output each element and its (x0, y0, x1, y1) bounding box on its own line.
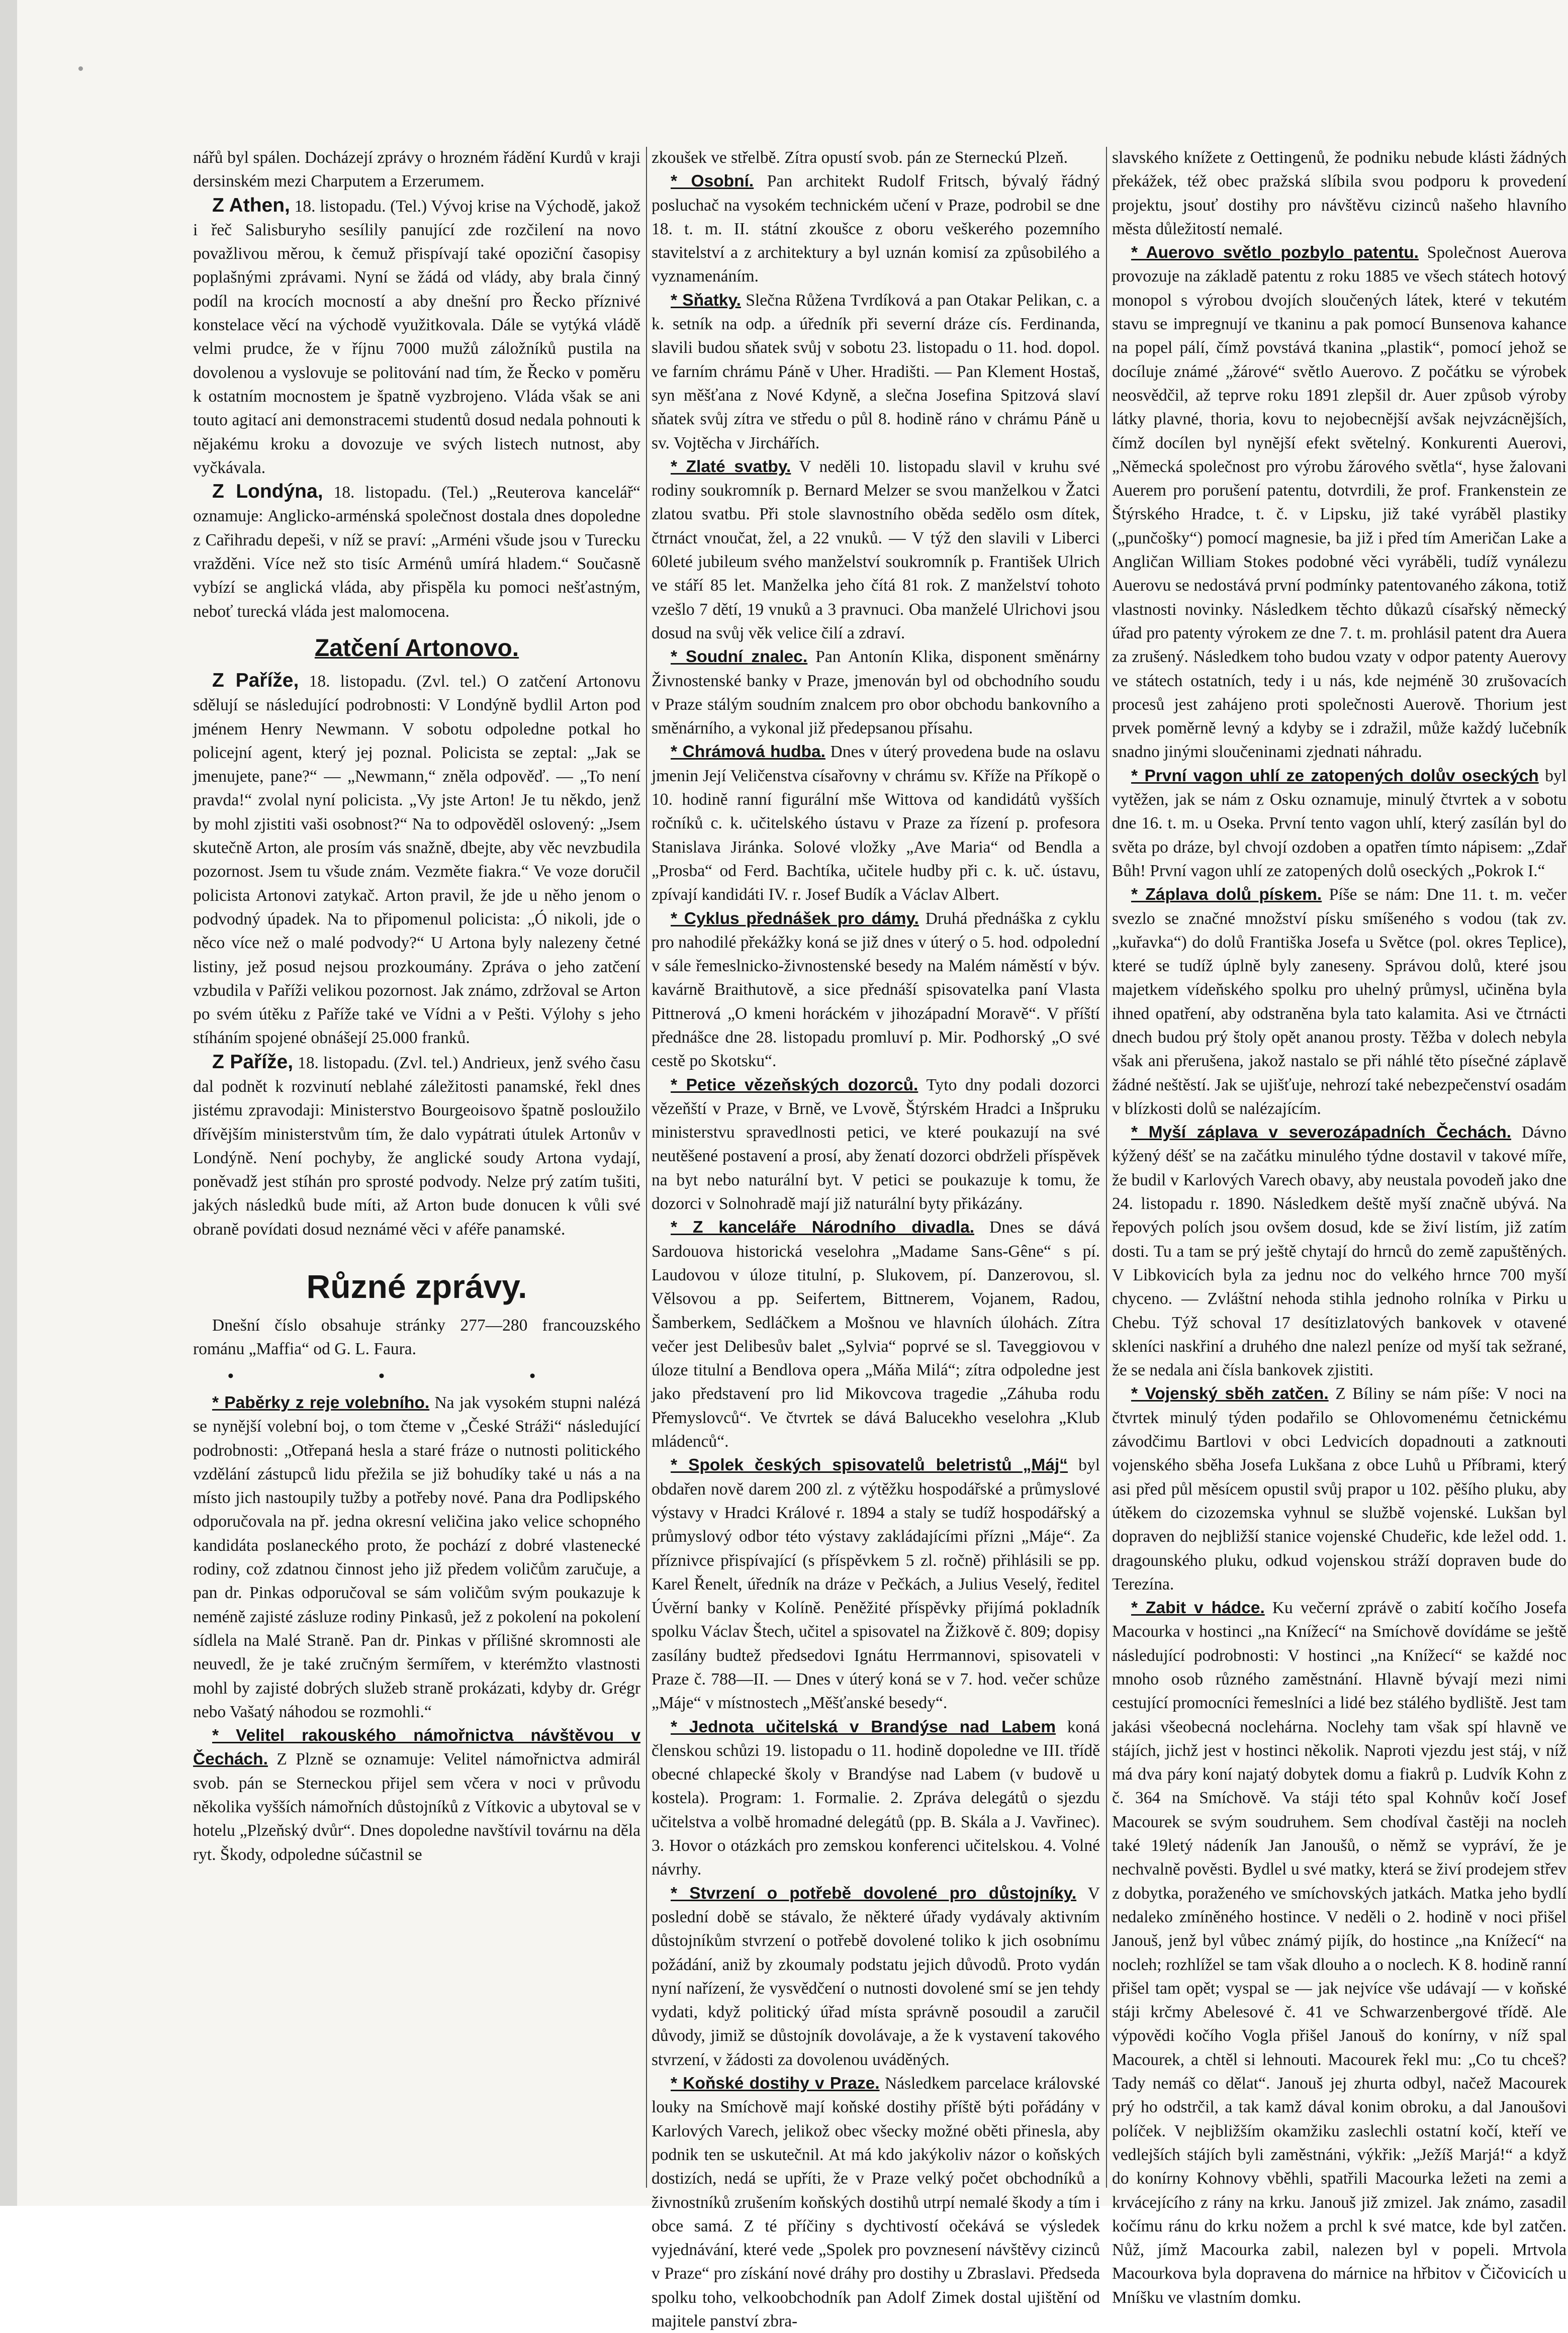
column-3 (1112, 146, 1567, 2307)
news-cyklus-body: Druhá přednáška z cyklu pro nahodilé překážky koná se již dnes v úterý o 5. hod. odpolední v sále řemeslnicko-živnostenské besedy na Malém náměstí v býv. kavárně Braithutově, a sice přednáší spisovatelka paní Vlasta Pittnerová „O kmeni horáckém v jihozápadní Moravě“. V příští přednášce dne 28. listopadu promluví p. Mir. Podhorský „O své cestě po Skotsku“. (652, 909, 1100, 1071)
news-velitel (193, 1724, 640, 1867)
news-paris-1-body: 18. listopadu. (Zvl. tel.) O zatčení Artonovu sdělují se následující podrobnosti: V Londýně bydlil Arton pod jménem Henry Newmann. V sobotu odpoledne potkal ho policejní agent, který jej poznal. Policista se zeptal: „Jak se jmenujete, pane?“ — „Newmann,“ zněla odpověď. — „To není pravda!“ zvolal nyní policista. „Vy jste Arton! Je tu někdo, jenž by mohl zjistiti vaši osobnost?“ Na to odpověděl oslovený: „Jsem skutečně Arton, ale prosím vás snažně, dbejte, aby věc nevzbudila pozornost. Jsem tu všude znám. Vezměte fiakra.“ Ve voze doručil policista Artonovi zatykač. Arton pravil, že jde u něho jenom o podvodný úpadek. Na to připomenul policista: „Ó nikoli, jde o něco více než o malé podvody?“ U Artona byly nalezeny četné listiny, jež posud nejsou prozkoumány. Zpráva o jeho zatčení vzbudila v Paříži velikou pozornost. Jak známo, zdržoval se Arton po svém útěku z Paříže také ve Vídni a v Pešti. Výlohy s jeho stíháním spojené obnášejí 25.000 franků. (193, 672, 641, 1048)
news-konske (652, 2072, 1100, 2333)
news-snatky-body: Slečna Růžena Tvrdíková a pan Otakar Pelikan, c. a k. setník na odp. a úředník při severní dráze cís. Ferdinanda, slavili budou sňatek svůj v sobotu 23. listopadu o 11. hod. dopol. ve farním chrámu Páně v Uher. Hradišti. — Pan Klement Hostaš, syn měšťana z Nové Kdyně, a slečna Josefina Spitzová slaví sňatek svůj zítra ve středu o půl 8. hodině ráno v chrámu Páně u sv. Vojtěcha v Jirchářích. (652, 291, 1100, 452)
headline-snatky: * Sňatky. (671, 291, 741, 310)
news-chramova-body: Dnes v úterý provedena bude na oslavu jmenin Její Veličenstva císařovny v chrámu sv. Kříže na Příkopě o 10. hodině ranní figurální mše Wittova od kandidátů vyšších ročníků c. k. učitelského ústavu v Praze za řízení p. profesora Stanislava Jiránka. Solové vložky „Ave Maria“ od Bendla a „Prosba“ od Ferd. Bachtíka, učitele hudby při c. k. uč. ústavu, zpívají kandidáti IV. r. Josef Budík a Václav Albert. (652, 742, 1100, 904)
news-paberky-body: Na jak vysokém stupni nalézá se nynější volební boj, o tom čteme v „České Stráži“ následující podrobnosti: „Otřepaná hesla a staré fráze o nutnosti politického vzdělání zástupců lidu přežila se již bohudíky také u nás a na místo jich nastoupily tužby a potřeby nové. Pana dra Podlipského odporučovala na př. jedna okresní veličina jako velice schopného kandidáta poslaneckého proto, že pochází z dobré vlastenecké rodiny, což zdatnou činnost jeho již předem voličům zaručuje, a pan dr. Pinkas odporučoval se sám voličům svým poukazuje k neméně zajisté zásluze rodiny Pinkasů, jež z pokolení na pokolení sídlela na Malé Straně. Pan dr. Pinkas v přílišné skromnosti ale neuvedl, že je také zručným šermířem, v kterémžto vlastnosti mohl by zajisté dobrých služeb straně prokázati, kdyby dr. Grégr nebo Vašatý náhodou se rozmohli.“ (193, 1393, 640, 1721)
section-heading-ruzne: Různé zprávy. (306, 1268, 527, 1305)
headline-velitel: * Velitel rakouského námořnictva návštěvou v Čechách. (193, 1726, 640, 1769)
headline-osobni: * Osobní. (671, 172, 754, 191)
headline-mysi: * Myší záplava v severozápadních Čechách. (1131, 1123, 1512, 1142)
news-vagon (1112, 764, 1566, 883)
news-paris-2-body: 18. listopadu. (Zvl. tel.) Andrieux, jenž svého času dal podnět k rozvinutí neblahé záležitosti panamské, řekl dnes jistému zpravodaji: Ministerstvo Bourgeoisovo špatně posloužilo dřívějším ministerstvům tím, že dalo vypátrati útulek Artonův v Londýně. Není pochyby, že anglické soudy Artona vydají, poněvadž jest stíhán pro sprosté podvody. Nelze prý zatím tušiti, jakých následků bude míti, až Arton bude donucen k vůli své obraně povídati dosud neznámé věci v aféře panamské. (193, 1053, 641, 1239)
news-vojensky (1112, 1382, 1566, 1596)
headline-zaplava: * Záplava dolů pískem. (1131, 885, 1322, 904)
news-athen (193, 194, 640, 480)
news-zabit-body: Ku večerní zprávě o zabití kočího Josefa Macourka v hostinci „na Knížecí“ na Smíchově dovídáme se ještě následující podrobnosti: V hostinci „na Knížecí“ se každé noc mnoho osob různého zaměstnání. Hlavně bývají mezi nimi cestující promocníci řemeslníci a lidé bez stálého bydliště. Jest tam jakási všeobecná noclehárna. Noclehy tam však spí hlavně ve stájích, jichž jest v hostinci několik. Naproti vjezdu jest stáj, v níž má dva páry koní najatý dobytek domu a fiakrů p. Ludvík Kohn z č. 364 na Smíchově. Va stáji této spal Kohnův kočí Josef Macourek se svým soudruhem. Sem chodíval častěji na nocleh také 19letý nádeník Jan Janoušů, o němž se vypráví, že je nechvalně pověsti. Bydlel u své matky, která se živí prodejem střev z dobytka, poraženého ve smíchovských jatkách. Matka jeho bydlí nedaleko zmíněného hostince. V neděli o 2. hodině v noci přišel Janouš, jenž byl vůbec známý pijík, do hostince „na Knížecí“ na nocleh; rozhlížel se tam však dlouho a o noclech. K 8. hodině ranní přišel tam opět; vyspal se — jak nejvíce vše udávají — v koňské stáji krčmy Abelesové č. 41 ve Schwarzenbergové třídě. Ale výpovědi kočího Vogla přišel Janouš do konírny, v níž spal Macourek, a chtěl si lehnouti. Macourek řekl mu: „Co tu chceš? Tady nemáš co dělat“. Janouš jej zhurta odbyl, načež Macourek prý ho odstrčil, a tak kamž dával konim obroku, a dal Janoušovi políček. V nejbližším okamžiku zaslechli ostatní kočí, kteří ve vedlejších stájích byli zaměstnáni, výkřik: „Ježíš Marjá!“ a když do konírny Kohnovy vběhli, spatřili Macourka ležeti na zemi a krvácejícího z rány na krku. Janouš již zmizel. Jak známo, zasadil kočímu ránu do krku nožem a prchl k své matce, kde byl zatčen. Nůž, jímž Macourka zabil, nalezen byl v popeli. Mrtvola Macourkova byla dopravena do márnice na hřbitov v Čičovicích u Mníšku ve vlastním domku. (1112, 1599, 1566, 2307)
news-osobni (652, 169, 1100, 288)
news-athen-body: 18. listopadu. (Tel.) Vývoj krise na Východě, jakož i řeč Salisburyho sesílily panující zde rozčilení na novo považlivou měrou, k čemuž přispívají také opoziční časopisy poplašnými zprávami. Nyní se žádá od vlády, aby brala činný podíl na krocích mocností a aby dnešní pro Řecko příznivé konstelace věcí na východě využitkovala. Dále se vytýká vládě velmi prudce, že v říjnu 7000 mužů záložníků pustila na dovolenou a vyslovuje se politování nad tím, že Řecko v poměru k ostatním mocnostem je špatně vyzbrojeno. Vláda však se ani touto agitací ani demonstracemi studentů dosud nedala pohnouti k nějakému kroku a dovozuje ve svých listech nutnost, aby vyčkávala. (193, 197, 641, 477)
news-soudni (652, 645, 1100, 740)
news-zaplava (1112, 883, 1566, 1121)
article-continuation: nářů byl spálen. Docházejí zprávy o hrozném řádění Kurdů v kraji dersinském mezi Charputem a Erzerumem. (193, 148, 640, 191)
news-soudni-body: Pan Antonín Klika, disponent směnárny Živnostenské banky v Praze, jmenován byl od obchodního soudu v Praze stálým soudním znalcem pro obor obchodu bankovního a směnárního, a vykonal již předepsanou přísahu. (652, 647, 1100, 738)
dust-speck (78, 66, 83, 71)
news-chramova (652, 740, 1100, 906)
column-rule (1106, 147, 1107, 2188)
dateline-paris-1: Z Paříže, (212, 669, 299, 691)
headline-paberky: * Paběrky z reje volebního. (212, 1393, 430, 1412)
news-paberky (193, 1391, 640, 1724)
news-spolek (652, 1453, 1100, 1715)
headline-vagon: * První vagon uhlí ze zatopených dolův oseckých (1131, 766, 1539, 785)
headline-vojensky: * Vojenský sběh zatčen. (1131, 1384, 1329, 1404)
headline-konske: * Koňské dostihy v Praze. (671, 2074, 880, 2093)
section-divider: • • • (228, 1366, 606, 1385)
article-continuation: slavského knížete z Oettingenů, že podniku nebude klásti žádných překážek, též obec pražská slíbila svou podporu k provedení projektu, jsouť dostihy pro návštěvu cizinců našeho hlavního města důležitostí nemalé. (1112, 148, 1566, 238)
news-petice (652, 1073, 1100, 1216)
news-auer (1112, 241, 1566, 764)
news-zlate (652, 455, 1100, 645)
column-rule (646, 147, 647, 2188)
headline-zabit: * Zabit v hádce. (1131, 1599, 1265, 1618)
news-paris-2 (193, 1050, 640, 1241)
news-jednota-body: koná členskou schůzi 19. listopadu o 11. hodině dopoledne ve III. třídě obecné chlapecké školy v Brandýse nad Labem (v budově u kostela). Program: 1. Formalie. 2. Zpráva delegátů o sjezdu učitelstva a volbě hromadné delegátů (pp. B. Skála a J. Vavřinec). 3. Hovor o otázkách pro zemskou konferenci učitelskou. 4. Volné návrhy. (652, 1717, 1100, 1879)
news-zabit (1112, 1596, 1566, 2309)
news-kancelare (652, 1216, 1100, 1453)
headline-chramova: * Chrámová hudba. (671, 742, 825, 762)
news-vagon-body: byl vytěžen, jak se nám z Osku oznamuje, minulý čtvrtek a v sobotu dne 16. t. m. u Oseka. První tento vagon uhlí, který zasílán byl do světa po dráze, byl chvojí ozdoben a opatřen tímto nápisem: „Zdař Bůh! První vagon uhlí ze zatopených dolů oseckých „Pokrok I.“ (1112, 766, 1567, 880)
news-spolek-body: byl obdařen nově darem 200 zl. z výtěžku hospodářské a průmyslové výstavy v Hradci Králové r. 1894 a staly se tudíž hospodářský a průmyslový odbor této výstavy zakládajícími přízni „Máje“. Za příznivce přispívající (s příspěvkem 5 zl. ročně) přihlásili se pp. Karel Řenelt, úředník na dráze v Pečkách, a Julius Veselý, ředitel Úvěrní banky v Kolíně. Peněžité příspěvky přijímá pokladník spolku Václav Štech, učitel a spisovatel na Žižkově č. 809; dopisy zasílány budtež předsedovi Ignátu Herrmannovi, spisovateli v Praze č. 788—II. — Dnes v úterý koná se v 7. hod. večer schůze „Máje“ v místnostech „Měšťanské besedy“. (652, 1456, 1100, 1713)
news-zaplava-body: Píše se nám: Dne 11. t. m. večer svezlo se značné množství písku smíšeného s vodou (tak zv. „kuřavka“) do dolů Františka Josefa u Světce (pol. okres Teplice), které se tudíž úplně byly zaneseny. Správou dolů, které jsou majetkem vídeňského spolku pro uhelný průmysl, učiněna byla ihned opatření, aby odstraněna byla tato kalamita. Asi ve čtrnácti dnech budou prý štoly opět ananou prosty. Těžba v dolech nebyla však ani přerušena, jakož nastalo se při náhlé těto písečné záplavě žádné neštěstí. Jak se ujišťuje, nehrozí také nebezpečenství osadám v blízkosti dolů se nalézajícím. (1112, 885, 1567, 1118)
headline-stvrzeni: * Stvrzení o potřebě dovolené pro důstojníky. (671, 1884, 1077, 1903)
news-osobni-body: Pan architekt Rudolf Fritsch, bývalý řádný posluchač na vysokém technickém učení v Praze, podrobil se dne 18. t. m. II. státní zkoušce z oboru veškerého pozemního stavitelství a z architektury a byl uznán komisí za způsobilého a vyznamenáním. (652, 172, 1100, 286)
news-stvrzeni-body: V poslední době se stávalo, že některé úřady vydávaly aktivním důstojníkům stvrzení o potřebě dovolené toliko k jich osobnímu požádání, aniž by zkoumaly podstatu jejich důvodů. Proto vydán nyní nařízení, že vysvědčení o nutnosti dovolené smí se jen tehdy vydati, když politický úřad místa správně posoudil a zaručil důvody, jimiž se důstojník dovolávaje, a že k vystavení takového stvrzení, v žádosti za dovolenou uváděných. (652, 1884, 1100, 2069)
news-velitel-body: Z Plzně se oznamuje: Velitel námořnictva admirál svob. pán se Sterneckou přijel sem včera v noci v průvodu několika vyšších námořních důstojníků z Vítkovic a ubytoval se v hotelu „Plzeňský dvůr“. Dnes dopoledne navštívil továrnu na děla ryt. Škody, odpoledne súčastnil se (193, 1750, 641, 1864)
news-zlate-body: V neděli 10. listopadu slavil v kruhu své rodiny soukromník p. Bernard Melzer se svou manželkou v Žatci zlatou svatbu. Při stole slavnostního oběda sedělo osm dítek, čtrnáct vnoučat, žel, a 22 vnuků. — V týž den slavili v Liberci 60leté jubileum svého manželství soukromník p. František Ulrich ve stáří 85 let. Manželka jeho čítá 81 rok. Z manželství tohoto vzešlo 7 dětí, 19 vnuků a 3 pravnuci. Oba manželé Ulrichovi jsou dosud na svůj věk velice čilí a zdraví. (652, 457, 1100, 642)
news-mysi (1112, 1121, 1566, 1382)
column-1 (193, 146, 640, 2197)
ruzne-intro: Dnešní číslo obsahuje stránky 277—280 francouzského románu „Maffia“ od G. L. Faura. (193, 1316, 640, 1359)
headline-auer: * Auerovo světlo pozbylo patentu. (1131, 243, 1419, 262)
column-2 (652, 146, 1100, 2331)
news-kancelare-body: Dnes se dává Sardouova historická veselohra „Madame Sans-Gêne“ s pí. Laudovou v úloze titulní, p. Slukovem, pí. Danzerovou, sl. Vělsovou a pp. Seifertem, Bittnerem, Vojanem, Radou, Šamberkem, Sedláčkem a Mošnou ve hlavních úlohách. Zítra večer jest Delibesův balet „Sylvia“ poprvé se sl. Taveggiovou v úloze titulní a Bendlova opera „Máňa Milá“; zítra odpoledne jest jako představení pro lid Mikovcova tragedie „Záhuba rodu Přemyslovců“. Ve čtvrtek se dává Balucekho veselohra „Klub mládenců“. (652, 1218, 1100, 1451)
news-vojensky-body: Z Bíliny se nám píše: V noci na čtvrtek minulý týden podařilo se Ohlovomenému četnickému závodčimu Bartlovi v obci Ledvicích dopadnouti a zatknouti vojenského sběha Josefa Lukšana z obce Luhů u Příbrami, který asi před půl měsícem opustil svůj prapor u 102. pěšího pluku, aby útěkem do cizozemska vyhnul se službě vojenské. Lukšan byl dopraven do nejbližší stanice vojenské Chudeřic, kde ležel odd. 1. dragounského pluku, odkud vojenskou stráží dopraven bude do Terezína. (1112, 1384, 1566, 1594)
headline-soudni: * Soudní znalec. (671, 647, 808, 667)
section-heading-arton: Zatčení Artonovo. (314, 634, 519, 662)
news-snatky (652, 289, 1100, 455)
dateline-athen: Z Athen, (212, 194, 290, 216)
dateline-london: Z Londýna, (212, 481, 323, 503)
headline-jednota: * Jednota učitelská v Brandýse nad Labem (671, 1717, 1056, 1736)
dateline-paris-2: Z Paříže, (212, 1051, 294, 1073)
article-continuation: zkoušek ve střelbě. Zítra opustí svob. pán ze Sterneckú Plzeň. (652, 148, 1068, 167)
news-petice-body: Tyto dny podali dozorci vězeňští v Praze, v Brně, ve Lvově, Štýrském Hradci a Inšpruku ministerstvu spravedlnosti petici, ve které poukazují na své neutěšené postavení a prosí, aby ženatí dozorci obdrželi příspěvek na byt nebo naturální byt. V petici se poukazuje k tomu, že dozorci v Solnohradě mají již naturální byty přikázány. (652, 1075, 1100, 1214)
news-auer-body: Společnost Auerova provozuje na základě patentu z roku 1885 ve všech státech hotový monopol s výrobou dvojích sloučených látek, které v tekutém stavu se impregnují ve tkaninu a pak pomocí Bunsenova kahance na popel pálí, čímž povstává tkanina „plastik“, pomocí jehož se docíluje známé „žárové“ světlo Auerovo. Z počátku se výrobek neosvědčil, až teprve roku 1891 zlepšil dr. Auer způsob výroby látky plavné, thoria, kovu to nejobecnější avšak nejvzácnějších, čímž docílen byl nynější efekt světelný. Konkurenti Auerovi, „Německá společnost pro výrobu žárového světla“, hyse žalovani Auerem pro porušení patentu, dotvrdili, že prof. Frankenstein ze Štýrského Hradce, t. č. v Lipsku, již také vyráběl plastiky („punčošky“) pomocí magnesie, ba již i před tím Američan Lake a Angličan William Stokes podobné věci vyráběli, tudíž vynálezu Auerovu se nedostává první podmínky patentovaného zákona, totiž vlastnosti novinky. Následkem těchto důkazů císařský německý úřad pro patenty výrokem ze dne 7. t. m. prohlásil patent dra Auera za zrušený. Následkem toho budou vzaty v odpor patenty Auerovy ve státech ostatních, tedy i u nás, kde nejméně 30 zrušovacích procesů jest zahájeno proti společnosti Auerově. Thorium jest prvek poměrně levný a kdyby se i zdražil, může každý lučebník snadno jinými sloučeninami zjednati náhradu. (1112, 243, 1566, 762)
news-mysi-body: Dávno kýžený déšť se na začátku minulého týdne dostavil v takové míře, že budil v Karlových Varech obavy, aby neustala povodeň jako dne 24. listopadu r. 1890. Následkem deště myší značně ubývá. Na řepových polích jsou ovšem dosud, kde se živí listím, již zatím dosti. Tu a tam se prý ještě chytají do hrnců do země zapuštěných. V Libkovicích byla za jednu noc do velkého hrnce 700 myší chyceno. — Zvláštní nehoda stihla jednoho rolníka v Pirku u Chebu. Týž schoval 17 desítizlatových bankovek v otavené skleníci naskřiní a druhého dne nalezl peníze od myší tak sežrané, že se nedala ani čísla bankovek zjistiti. (1112, 1123, 1567, 1380)
headline-cyklus: * Cyklus přednášek pro dámy. (671, 909, 919, 928)
headline-petice: * Petice vězeňských dozorců. (671, 1075, 918, 1094)
headline-spolek: * Spolek českých spisovatelů beletristů „Máj“ (671, 1456, 1068, 1475)
news-jednota (652, 1715, 1100, 1882)
news-london-body: 18. listopadu. (Tel.) „Reuterova kancelář“ oznamuje: Anglicko-arménská společnost dostala dnes dopoledne z Cařihradu depeši, v níž se praví: „Arméni všude jsou v Turecku vražděni. Více než sto tisíc Arménů umírá hladem.“ Současně vybízí se anglická vláda, aby přispěla ku pomoci nešťastným, neboť turecká vláda jest malomocena. (193, 483, 641, 621)
news-stvrzeni (652, 1882, 1100, 2072)
news-london (193, 480, 640, 623)
news-cyklus (652, 907, 1100, 1073)
news-paris-1 (193, 669, 640, 1050)
news-konske-body: Následkem parcelace královské louky na Smíchově mají koňské dostihy příště býti pořádány v Karlových Varech, jelikož obec všecky možné oběti přinesla, aby podnik ten se uskutečnil. At má kdo jakýkoliv názor o koňských dostizích, nedá se upříti, že v Praze velký počet obchodníků a živnostníků zrušením koňských dostihů utrpí nemalé škody a tím i obce samá. Z té příčiny s dychtivostí očekává se výsledek vyjednávání, které vede „Spolek pro povznesení návštěvy cizinců v Praze“ pro získání nové dráhy pro dostihy u Zbraslavi. Předseda spolku toho, velkoobchodník pan Adolf Zimek dostal ujištění od majitele panství zbra- (652, 2074, 1100, 2331)
headline-kancelare: * Z kanceláře Národního divadla. (671, 1218, 975, 1237)
headline-zlate: * Zlaté svatby. (671, 457, 791, 476)
